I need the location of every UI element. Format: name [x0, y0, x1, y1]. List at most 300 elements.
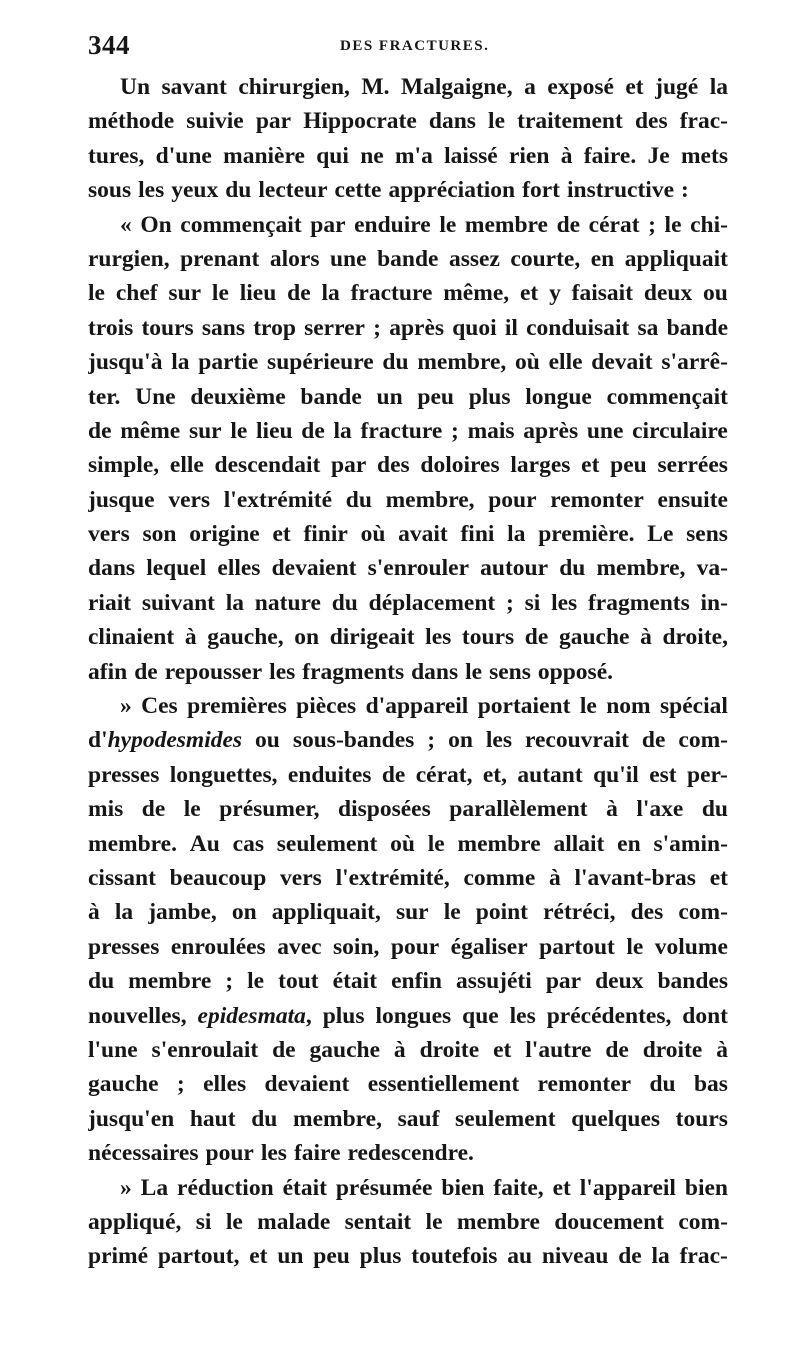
word: vers: [168, 486, 211, 513]
word: de: [381, 761, 406, 788]
word: où: [515, 349, 540, 376]
word: la: [651, 1243, 670, 1270]
word: dans: [411, 658, 459, 685]
word: à: [393, 1036, 406, 1063]
word: supérieure: [267, 349, 374, 376]
word: jambe,: [148, 899, 217, 926]
word: fracture: [360, 417, 443, 444]
word: pour: [488, 486, 537, 513]
word: jugé: [655, 74, 699, 100]
word: lieu: [239, 280, 277, 307]
text-line: [88, 70, 728, 104]
word: les: [269, 658, 296, 685]
word: par: [545, 968, 582, 995]
word: appliquait,: [271, 899, 381, 926]
word: jusque: [88, 486, 155, 513]
word: peu: [610, 452, 647, 479]
word: et: [552, 1174, 571, 1201]
word: rétréci,: [543, 899, 616, 926]
text-line: [88, 1239, 728, 1273]
word: par: [255, 108, 292, 135]
word: laissé: [444, 142, 498, 169]
word: et: [709, 864, 728, 891]
word: membre: [456, 1208, 540, 1235]
word: ter.: [88, 383, 121, 410]
word: »: [120, 1174, 132, 1201]
word: le: [211, 280, 229, 307]
word: si: [195, 1208, 212, 1235]
word: si: [524, 589, 541, 616]
word: peu: [417, 383, 454, 410]
word: jusqu'à: [88, 349, 163, 376]
word: sous-bandes: [292, 727, 415, 754]
word: Hippocrate: [303, 108, 417, 135]
word: devaient: [264, 1071, 350, 1098]
word: sous: [88, 177, 132, 204]
word: spécial: [660, 693, 728, 720]
word: faisait: [571, 280, 634, 307]
word: serrer: [304, 314, 365, 341]
word: fort: [522, 177, 560, 204]
word: courte,: [510, 245, 581, 272]
word: malade: [257, 1208, 331, 1235]
word: On: [140, 211, 172, 238]
word: du: [251, 1105, 278, 1132]
word: de: [556, 211, 581, 238]
text-line: [88, 1136, 728, 1170]
word: chirurgien,: [238, 74, 350, 100]
word: à: [606, 796, 618, 823]
word: premières: [187, 693, 287, 720]
word: même,: [443, 280, 510, 307]
word: droite: [419, 1036, 480, 1063]
word: prenant: [180, 245, 260, 272]
word: cas: [232, 830, 264, 857]
word: et,: [482, 761, 507, 788]
word: s'arrê-: [661, 349, 728, 376]
word: Ces: [141, 693, 178, 720]
word: réduction: [177, 1174, 274, 1201]
word: présumée: [335, 1174, 433, 1201]
word: les: [551, 589, 578, 616]
word: les: [138, 177, 165, 204]
word: les: [260, 1140, 287, 1167]
word: s'enroulait: [151, 1036, 259, 1063]
word: membre: [464, 211, 548, 238]
word: le: [247, 968, 265, 995]
text-line: [88, 1067, 728, 1101]
word: les: [425, 624, 452, 651]
word: La: [140, 1174, 169, 1201]
word: ;: [373, 314, 381, 341]
word: frac-: [679, 108, 728, 135]
word: on: [231, 899, 257, 926]
word: frac-: [679, 1243, 728, 1270]
word: du: [225, 177, 252, 204]
text-line: [88, 999, 728, 1033]
word: l'extrémité: [223, 486, 333, 513]
word: autant: [517, 761, 583, 788]
word: l'appareil: [579, 1174, 676, 1201]
word: est: [649, 761, 677, 788]
word: un: [277, 1243, 304, 1270]
word: à: [88, 899, 100, 926]
word: trois: [88, 314, 134, 341]
word: afin: [88, 658, 128, 685]
word: dont: [682, 1002, 728, 1029]
word: plus: [322, 1002, 365, 1029]
word: per-: [687, 761, 728, 788]
word: comme: [463, 864, 536, 891]
word: plus: [468, 383, 511, 410]
word: rurgien,: [88, 245, 170, 272]
word: qu'il: [593, 761, 639, 788]
word: une: [329, 245, 367, 272]
word: y: [549, 280, 561, 307]
word: faire.: [583, 142, 637, 169]
word: enduire: [354, 211, 431, 238]
word: le: [183, 796, 201, 823]
word: elles: [217, 555, 261, 582]
word: et: [493, 1036, 512, 1063]
word: dans: [428, 108, 476, 135]
word: serrées: [657, 452, 728, 479]
word: epidesmata,: [197, 1002, 312, 1029]
word: clinaient: [88, 624, 175, 651]
word: cérat,: [415, 761, 473, 788]
word: sa: [637, 314, 659, 341]
word: était: [282, 1174, 327, 1201]
word: gauche: [558, 624, 630, 651]
text-line: [88, 483, 728, 517]
word: et: [581, 452, 600, 479]
text-line: [88, 895, 728, 929]
word: ;: [225, 968, 234, 995]
word: de: [88, 417, 112, 444]
word: déplacement: [368, 589, 496, 616]
word: commençait: [606, 383, 728, 410]
word: membre: [457, 830, 541, 857]
word: à: [184, 624, 197, 651]
word: enduites: [287, 761, 372, 788]
word: du: [649, 1071, 676, 1098]
word: le: [488, 108, 506, 135]
word: des: [377, 452, 410, 479]
word: origine: [189, 521, 260, 548]
word: tours: [461, 624, 515, 651]
word: ;: [427, 727, 436, 754]
text-line: [88, 380, 728, 414]
word: ;: [451, 417, 459, 444]
text-line: [88, 551, 728, 585]
word: le: [225, 1208, 243, 1235]
word: enroulées: [170, 933, 266, 960]
word: en: [617, 830, 641, 857]
word: nécessaires: [88, 1140, 199, 1167]
word: des: [630, 899, 664, 926]
word: bande: [300, 383, 362, 410]
word: à: [716, 1036, 728, 1063]
word: d'hypodesmides: [88, 727, 243, 754]
word: longue: [525, 383, 592, 410]
word: le: [579, 693, 597, 720]
word: commençait: [180, 211, 302, 238]
word: deux: [643, 280, 693, 307]
word: exposé: [547, 74, 614, 100]
word: faite,: [493, 1174, 544, 1201]
word: quelques: [571, 1105, 661, 1132]
word: bien: [441, 1174, 485, 1201]
word: dans: [88, 555, 136, 582]
word: assujéti: [456, 968, 532, 995]
word: partie: [198, 349, 259, 376]
word: niveau: [541, 1243, 609, 1270]
word: sens: [489, 658, 531, 685]
word: appréciation: [388, 177, 516, 204]
word: le: [88, 280, 105, 307]
word: cissant: [88, 864, 156, 891]
word: toutefois: [411, 1243, 498, 1270]
word: ou: [255, 727, 280, 754]
word: de: [524, 624, 549, 651]
word: la: [114, 899, 134, 926]
word: une: [586, 417, 624, 444]
word: bien: [684, 1174, 728, 1201]
word: recouvrait: [524, 727, 629, 754]
word: instructive: [566, 177, 675, 204]
text-line: [88, 586, 728, 620]
word: peu: [313, 1243, 350, 1270]
word: ou: [703, 280, 728, 307]
word: nouvelles,: [88, 1002, 187, 1029]
word: à: [560, 142, 573, 169]
word: lieu: [256, 417, 293, 444]
word: com-: [678, 727, 728, 754]
text-line: [88, 758, 728, 792]
running-head: DES FRACTURES.: [340, 38, 490, 54]
word: faire: [293, 1140, 341, 1167]
word: l'une: [88, 1036, 138, 1063]
word: remonter: [537, 1071, 632, 1098]
word: opposé.: [537, 658, 613, 685]
text-line: [88, 1102, 728, 1136]
word: gauche,: [207, 624, 284, 651]
word: où: [360, 521, 386, 548]
word: par: [310, 211, 346, 238]
word: s'amin-: [653, 830, 728, 857]
text-line: [88, 414, 728, 448]
word: de: [141, 796, 166, 823]
word: le: [465, 658, 483, 685]
word: membre: [128, 968, 212, 995]
word: jusqu'en: [88, 1105, 175, 1132]
text-line: [88, 173, 728, 207]
text-line: [88, 723, 728, 757]
word: les: [509, 1002, 536, 1029]
word: au: [507, 1243, 533, 1270]
word: le: [439, 211, 457, 238]
word: repousser: [164, 658, 263, 685]
word: son: [142, 521, 177, 548]
word: a: [524, 74, 536, 100]
word: redescendre.: [347, 1140, 474, 1167]
word: pour: [390, 933, 440, 960]
word: sur: [395, 899, 429, 926]
word: conduisait: [526, 314, 630, 341]
word: de: [272, 1036, 296, 1063]
word: ensuite: [657, 486, 728, 513]
text-line: [88, 689, 728, 723]
word: :: [681, 177, 689, 204]
text-line: [88, 620, 728, 654]
word: précédentes,: [546, 1002, 672, 1029]
word: le: [427, 830, 445, 857]
word: «: [120, 211, 132, 238]
word: lequel: [146, 555, 207, 582]
word: savant: [161, 74, 227, 100]
word: devaient: [271, 555, 357, 582]
word: seulement: [455, 1105, 556, 1132]
word: bande: [377, 245, 439, 272]
text-line: [88, 208, 728, 242]
word: présumer,: [219, 796, 320, 823]
word: simple,: [88, 452, 160, 479]
word: nature: [254, 589, 321, 616]
word: in-: [700, 589, 728, 616]
word: d'appareil: [365, 693, 469, 720]
word: va-: [696, 555, 728, 582]
word: longues: [375, 1002, 452, 1029]
word: où: [390, 830, 415, 857]
word: assez: [448, 245, 500, 272]
word: ;: [648, 211, 656, 238]
word: du: [559, 555, 586, 582]
word: tures,: [88, 142, 145, 169]
word: en: [590, 245, 615, 272]
word: était: [332, 968, 378, 995]
word: gauche: [309, 1036, 380, 1063]
word: pour: [205, 1140, 254, 1167]
word: l'autre: [525, 1036, 592, 1063]
text-line: [88, 242, 728, 276]
body-text: [88, 70, 728, 1274]
word: doucement: [554, 1208, 664, 1235]
word: et: [272, 521, 291, 548]
word: par: [331, 452, 367, 479]
word: circulaire: [632, 417, 728, 444]
word: lecteur: [258, 177, 328, 204]
word: un: [376, 383, 403, 410]
word: plus: [359, 1243, 402, 1270]
word: trop: [253, 314, 296, 341]
word: longuettes,: [169, 761, 278, 788]
word: droite: [642, 1036, 703, 1063]
word: manière: [223, 142, 305, 169]
word: droite,: [662, 624, 728, 651]
word: égaliser: [450, 933, 528, 960]
text-line: [88, 311, 728, 345]
word: mais: [467, 417, 515, 444]
word: avait: [398, 521, 448, 548]
word: volume: [654, 933, 728, 960]
word: on: [294, 624, 320, 651]
word: de: [301, 417, 325, 444]
word: la: [507, 521, 526, 548]
word: tout: [278, 968, 319, 995]
word: fragments: [587, 589, 690, 616]
word: du: [331, 589, 358, 616]
word: d'une: [155, 142, 212, 169]
text-line: [88, 861, 728, 895]
word: chi-: [690, 211, 728, 238]
word: presses: [88, 933, 160, 960]
word: beaucoup: [169, 864, 267, 891]
word: fracture: [350, 280, 433, 307]
word: on: [448, 727, 473, 754]
word: les: [485, 727, 512, 754]
word: méthode: [88, 108, 175, 135]
word: cérat: [588, 211, 640, 238]
word: ne: [360, 142, 384, 169]
text-line: [88, 1205, 728, 1239]
word: pièces: [296, 693, 357, 720]
text-line: [88, 448, 728, 482]
word: la: [171, 349, 190, 376]
word: de: [618, 1243, 642, 1270]
word: membre.: [88, 830, 177, 857]
word: fragments: [302, 658, 405, 685]
word: riait: [88, 589, 132, 616]
word: »: [120, 693, 132, 720]
word: s'enrouler: [367, 555, 469, 582]
word: gauche: [88, 1071, 159, 1098]
word: cette: [334, 177, 382, 204]
word: la: [709, 74, 728, 100]
text-line: [88, 964, 728, 998]
word: disposées: [338, 796, 431, 823]
word: membre,: [417, 349, 507, 376]
word: vers: [280, 864, 322, 891]
word: elle: [548, 349, 583, 376]
word: sur: [188, 417, 222, 444]
word: la: [225, 589, 245, 616]
word: com-: [678, 1208, 728, 1235]
text-line: [88, 276, 728, 310]
word: doloires: [420, 452, 500, 479]
text-line: [88, 345, 728, 379]
word: de: [134, 658, 158, 685]
word: portaient: [477, 693, 571, 720]
page-header: [88, 30, 728, 70]
word: deux: [595, 968, 644, 995]
word: larges: [510, 452, 571, 479]
word: le: [425, 1208, 443, 1235]
word: autour: [480, 555, 549, 582]
word: point: [475, 899, 528, 926]
word: de: [287, 280, 311, 307]
word: même: [120, 417, 181, 444]
word: des: [634, 108, 668, 135]
word: bande: [666, 314, 728, 341]
word: première.: [538, 521, 635, 548]
word: le: [626, 933, 644, 960]
word: suivant: [141, 589, 215, 616]
word: mets: [680, 142, 728, 169]
text-line: [88, 792, 728, 826]
word: et: [249, 1243, 268, 1270]
word: membre,: [385, 486, 475, 513]
word: ;: [176, 1071, 185, 1098]
